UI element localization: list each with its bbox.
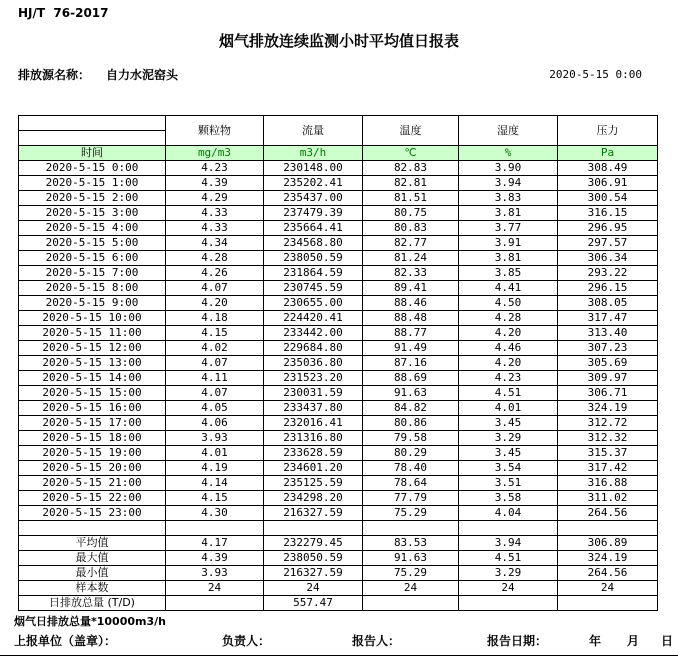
time-cell: 2020-5-15 4:00 xyxy=(19,221,166,236)
unit-percent: % xyxy=(459,146,558,161)
unit-celsius: ℃ xyxy=(363,146,459,161)
value-cell: 4.19 xyxy=(166,461,264,476)
value-cell: 317.47 xyxy=(558,311,658,326)
time-cell: 2020-5-15 6:00 xyxy=(19,251,166,266)
value-cell: 4.33 xyxy=(166,221,264,236)
value-cell: 233442.00 xyxy=(264,326,363,341)
report-datetime: 2020-5-15 0:00 xyxy=(549,68,642,81)
value-cell: 3.83 xyxy=(459,191,558,206)
value-cell: 235202.41 xyxy=(264,176,363,191)
time-cell: 2020-5-15 16:00 xyxy=(19,401,166,416)
value-cell: 3.51 xyxy=(459,476,558,491)
time-cell: 2020-5-15 0:00 xyxy=(19,161,166,176)
value-cell: 24 xyxy=(166,581,264,596)
value-cell: 88.77 xyxy=(363,326,459,341)
value-cell: 233628.59 xyxy=(264,446,363,461)
value-cell: 232279.45 xyxy=(264,536,363,551)
value-cell: 3.81 xyxy=(459,251,558,266)
value-cell: 4.15 xyxy=(166,326,264,341)
value-cell: 3.81 xyxy=(459,206,558,221)
time-column-header: 时间 xyxy=(19,146,166,161)
value-cell: 4.06 xyxy=(166,416,264,431)
value-cell: 82.81 xyxy=(363,176,459,191)
value-cell: 4.01 xyxy=(459,401,558,416)
summary-row xyxy=(19,551,658,566)
time-cell: 2020-5-15 3:00 xyxy=(19,206,166,221)
month-label: 月 xyxy=(627,634,640,648)
table-row xyxy=(19,176,658,191)
value-cell: 3.54 xyxy=(459,461,558,476)
value-cell: 3.93 xyxy=(166,431,264,446)
value-cell: 557.47 xyxy=(264,596,363,611)
empty-cell xyxy=(264,521,363,536)
value-cell: 317.42 xyxy=(558,461,658,476)
page-title: 烟气排放连续监测小时平均值日报表 xyxy=(218,32,459,50)
value-cell: 81.51 xyxy=(363,191,459,206)
value-cell: 4.33 xyxy=(166,206,264,221)
table-row xyxy=(19,251,658,266)
value-cell: 229684.80 xyxy=(264,341,363,356)
time-cell: 2020-5-15 9:00 xyxy=(19,296,166,311)
time-cell: 2020-5-15 22:00 xyxy=(19,491,166,506)
value-cell: 231523.20 xyxy=(264,371,363,386)
value-cell: 91.63 xyxy=(363,386,459,401)
value-cell: 4.41 xyxy=(459,281,558,296)
value-cell: 4.07 xyxy=(166,356,264,371)
value-cell: 308.05 xyxy=(558,296,658,311)
time-cell: 2020-5-15 20:00 xyxy=(19,461,166,476)
time-cell: 2020-5-15 10:00 xyxy=(19,311,166,326)
value-cell: 3.77 xyxy=(459,221,558,236)
value-cell: 4.01 xyxy=(166,446,264,461)
value-cell: 324.19 xyxy=(558,551,658,566)
value-cell: 4.20 xyxy=(459,356,558,371)
responsible-person-label: 负责人： xyxy=(222,634,271,648)
value-cell: 3.45 xyxy=(459,416,558,431)
value-cell: 3.58 xyxy=(459,491,558,506)
table-row xyxy=(19,236,658,251)
table-row xyxy=(19,461,658,476)
value-cell: 231316.80 xyxy=(264,431,363,446)
value-cell: 234298.20 xyxy=(264,491,363,506)
value-cell: 235036.80 xyxy=(264,356,363,371)
value-cell: 24 xyxy=(264,581,363,596)
empty-cell xyxy=(363,521,459,536)
value-cell: 4.30 xyxy=(166,506,264,521)
time-cell: 2020-5-15 14:00 xyxy=(19,371,166,386)
emission-source-line xyxy=(18,66,178,83)
value-cell: 84.82 xyxy=(363,401,459,416)
value-cell: 87.16 xyxy=(363,356,459,371)
value-cell: 83.53 xyxy=(363,536,459,551)
table-row xyxy=(19,371,658,386)
header-empty-bottom-cell xyxy=(19,131,166,146)
value-cell: 234568.80 xyxy=(264,236,363,251)
table-row xyxy=(19,506,658,521)
value-cell: 312.72 xyxy=(558,416,658,431)
col-header-temperature: 温度 xyxy=(363,116,459,146)
empty-cell xyxy=(459,521,558,536)
value-cell: 89.41 xyxy=(363,281,459,296)
time-cell: 2020-5-15 12:00 xyxy=(19,341,166,356)
table-row xyxy=(19,491,658,506)
value-cell: 4.07 xyxy=(166,386,264,401)
value-cell: 224420.41 xyxy=(264,311,363,326)
value-cell: 3.91 xyxy=(459,236,558,251)
col-header-humidity: 湿度 xyxy=(459,116,558,146)
value-cell: 4.05 xyxy=(166,401,264,416)
time-cell: 2020-5-15 17:00 xyxy=(19,416,166,431)
value-cell: 307.23 xyxy=(558,341,658,356)
col-header-pressure: 压力 xyxy=(558,116,658,146)
report-date-label: 报告日期： xyxy=(487,634,548,648)
value-cell: 80.29 xyxy=(363,446,459,461)
value-cell: 312.32 xyxy=(558,431,658,446)
value-cell: 232016.41 xyxy=(264,416,363,431)
value-cell: 4.28 xyxy=(166,251,264,266)
value-cell: 230031.59 xyxy=(264,386,363,401)
value-cell: 300.54 xyxy=(558,191,658,206)
separator-row xyxy=(19,521,658,536)
value-cell: 82.77 xyxy=(363,236,459,251)
value-cell: 4.46 xyxy=(459,341,558,356)
unit-m3-h: m3/h xyxy=(264,146,363,161)
value-cell: 324.19 xyxy=(558,401,658,416)
value-cell: 235664.41 xyxy=(264,221,363,236)
value-cell: 4.51 xyxy=(459,551,558,566)
unit-row xyxy=(19,146,658,161)
col-header-flow: 流量 xyxy=(264,116,363,146)
time-cell: 2020-5-15 18:00 xyxy=(19,431,166,446)
value-cell: 91.63 xyxy=(363,551,459,566)
table-row xyxy=(19,266,658,281)
value-cell: 296.15 xyxy=(558,281,658,296)
value-cell: 4.29 xyxy=(166,191,264,206)
time-cell: 2020-5-15 8:00 xyxy=(19,281,166,296)
value-cell xyxy=(363,596,459,611)
value-cell: 4.17 xyxy=(166,536,264,551)
value-cell: 4.11 xyxy=(166,371,264,386)
value-cell: 296.95 xyxy=(558,221,658,236)
value-cell: 4.15 xyxy=(166,491,264,506)
time-cell: 2020-5-15 15:00 xyxy=(19,386,166,401)
value-cell: 315.37 xyxy=(558,446,658,461)
reporting-unit-label: 上报单位（盖章）： xyxy=(14,634,117,648)
value-cell: 79.58 xyxy=(363,431,459,446)
value-cell: 91.49 xyxy=(363,341,459,356)
emission-source-label: 排放源名称： xyxy=(18,68,91,82)
value-cell: 3.29 xyxy=(459,566,558,581)
value-cell: 4.04 xyxy=(459,506,558,521)
value-cell: 309.97 xyxy=(558,371,658,386)
value-cell: 264.56 xyxy=(558,506,658,521)
value-cell: 238050.59 xyxy=(264,551,363,566)
table-row xyxy=(19,416,658,431)
value-cell: 316.88 xyxy=(558,476,658,491)
signature-line xyxy=(0,632,678,648)
value-cell: 316.15 xyxy=(558,206,658,221)
summary-label-cell: 最大值 xyxy=(19,551,166,566)
value-cell: 308.49 xyxy=(558,161,658,176)
value-cell: 4.51 xyxy=(459,386,558,401)
value-cell: 4.23 xyxy=(166,161,264,176)
time-cell: 2020-5-15 2:00 xyxy=(19,191,166,206)
table-row xyxy=(19,221,658,236)
table-row xyxy=(19,386,658,401)
value-cell: 80.83 xyxy=(363,221,459,236)
table-row xyxy=(19,431,658,446)
time-cell: 2020-5-15 23:00 xyxy=(19,506,166,521)
table-header-row xyxy=(19,116,658,131)
day-label: 日 xyxy=(661,634,674,648)
reporter-label: 报告人： xyxy=(352,634,401,648)
value-cell: 4.20 xyxy=(166,296,264,311)
value-cell: 3.94 xyxy=(459,536,558,551)
value-cell: 235437.00 xyxy=(264,191,363,206)
header-empty-top-cell xyxy=(19,116,166,131)
value-cell: 233437.80 xyxy=(264,401,363,416)
value-cell: 306.34 xyxy=(558,251,658,266)
value-cell: 80.75 xyxy=(363,206,459,221)
standard-number: HJ/T 76-2017 xyxy=(18,6,109,20)
value-cell: 3.93 xyxy=(166,566,264,581)
summary-label-cell: 日排放总量 (T/D) xyxy=(19,596,166,611)
summary-row xyxy=(19,536,658,551)
bottom-divider xyxy=(0,655,678,656)
col-header-particulate: 颗粒物 xyxy=(166,116,264,146)
summary-label-cell: 平均值 xyxy=(19,536,166,551)
table-row xyxy=(19,311,658,326)
table-row xyxy=(19,296,658,311)
table-row xyxy=(19,446,658,461)
value-cell: 216327.59 xyxy=(264,506,363,521)
value-cell: 82.33 xyxy=(363,266,459,281)
unit-pa: Pa xyxy=(558,146,658,161)
value-cell: 235125.59 xyxy=(264,476,363,491)
summary-row xyxy=(19,581,658,596)
value-cell: 4.23 xyxy=(459,371,558,386)
value-cell: 80.86 xyxy=(363,416,459,431)
time-cell: 2020-5-15 5:00 xyxy=(19,236,166,251)
table-row xyxy=(19,191,658,206)
value-cell: 216327.59 xyxy=(264,566,363,581)
summary-label-cell: 样本数 xyxy=(19,581,166,596)
value-cell: 231864.59 xyxy=(264,266,363,281)
value-cell: 311.02 xyxy=(558,491,658,506)
value-cell: 306.89 xyxy=(558,536,658,551)
empty-cell xyxy=(19,521,166,536)
summary-row xyxy=(19,596,658,611)
total-emission-note: 烟气日排放总量*10000m3/h xyxy=(14,615,166,628)
value-cell: 230655.00 xyxy=(264,296,363,311)
value-cell: 4.02 xyxy=(166,341,264,356)
value-cell: 78.40 xyxy=(363,461,459,476)
empty-cell xyxy=(558,521,658,536)
time-cell: 2020-5-15 1:00 xyxy=(19,176,166,191)
value-cell: 230745.59 xyxy=(264,281,363,296)
time-cell: 2020-5-15 21:00 xyxy=(19,476,166,491)
table-row xyxy=(19,326,658,341)
table-row xyxy=(19,401,658,416)
table-row xyxy=(19,356,658,371)
value-cell: 306.71 xyxy=(558,386,658,401)
table-row xyxy=(19,281,658,296)
table-row xyxy=(19,161,658,176)
value-cell: 88.46 xyxy=(363,296,459,311)
value-cell: 305.69 xyxy=(558,356,658,371)
value-cell: 4.39 xyxy=(166,176,264,191)
value-cell xyxy=(166,596,264,611)
time-cell: 2020-5-15 13:00 xyxy=(19,356,166,371)
value-cell xyxy=(558,596,658,611)
value-cell: 75.29 xyxy=(363,506,459,521)
value-cell: 4.28 xyxy=(459,311,558,326)
time-cell: 2020-5-15 7:00 xyxy=(19,266,166,281)
value-cell: 237479.39 xyxy=(264,206,363,221)
value-cell: 3.94 xyxy=(459,176,558,191)
summary-label-cell: 最小值 xyxy=(19,566,166,581)
value-cell: 293.22 xyxy=(558,266,658,281)
empty-cell xyxy=(166,521,264,536)
value-cell: 3.90 xyxy=(459,161,558,176)
unit-mg-m3: mg/m3 xyxy=(166,146,264,161)
time-cell: 2020-5-15 11:00 xyxy=(19,326,166,341)
value-cell: 3.29 xyxy=(459,431,558,446)
value-cell: 4.14 xyxy=(166,476,264,491)
value-cell: 3.85 xyxy=(459,266,558,281)
value-cell: 297.57 xyxy=(558,236,658,251)
emission-source-name: 自力水泥窑头 xyxy=(106,68,179,82)
value-cell: 88.69 xyxy=(363,371,459,386)
table-row xyxy=(19,476,658,491)
value-cell: 4.34 xyxy=(166,236,264,251)
value-cell: 82.83 xyxy=(363,161,459,176)
value-cell: 3.45 xyxy=(459,446,558,461)
value-cell: 75.29 xyxy=(363,566,459,581)
value-cell xyxy=(459,596,558,611)
value-cell: 4.18 xyxy=(166,311,264,326)
value-cell: 24 xyxy=(363,581,459,596)
value-cell: 77.79 xyxy=(363,491,459,506)
year-label: 年 xyxy=(589,634,602,648)
time-cell: 2020-5-15 19:00 xyxy=(19,446,166,461)
hourly-average-report-table xyxy=(18,115,658,611)
value-cell: 78.64 xyxy=(363,476,459,491)
value-cell: 4.39 xyxy=(166,551,264,566)
value-cell: 264.56 xyxy=(558,566,658,581)
value-cell: 238050.59 xyxy=(264,251,363,266)
value-cell: 4.20 xyxy=(459,326,558,341)
value-cell: 88.48 xyxy=(363,311,459,326)
table-row xyxy=(19,341,658,356)
value-cell: 230148.00 xyxy=(264,161,363,176)
value-cell: 81.24 xyxy=(363,251,459,266)
value-cell: 234601.20 xyxy=(264,461,363,476)
value-cell: 24 xyxy=(459,581,558,596)
value-cell: 24 xyxy=(558,581,658,596)
value-cell: 313.40 xyxy=(558,326,658,341)
value-cell: 4.07 xyxy=(166,281,264,296)
value-cell: 4.26 xyxy=(166,266,264,281)
value-cell: 306.91 xyxy=(558,176,658,191)
table-row xyxy=(19,206,658,221)
value-cell: 4.50 xyxy=(459,296,558,311)
summary-row xyxy=(19,566,658,581)
